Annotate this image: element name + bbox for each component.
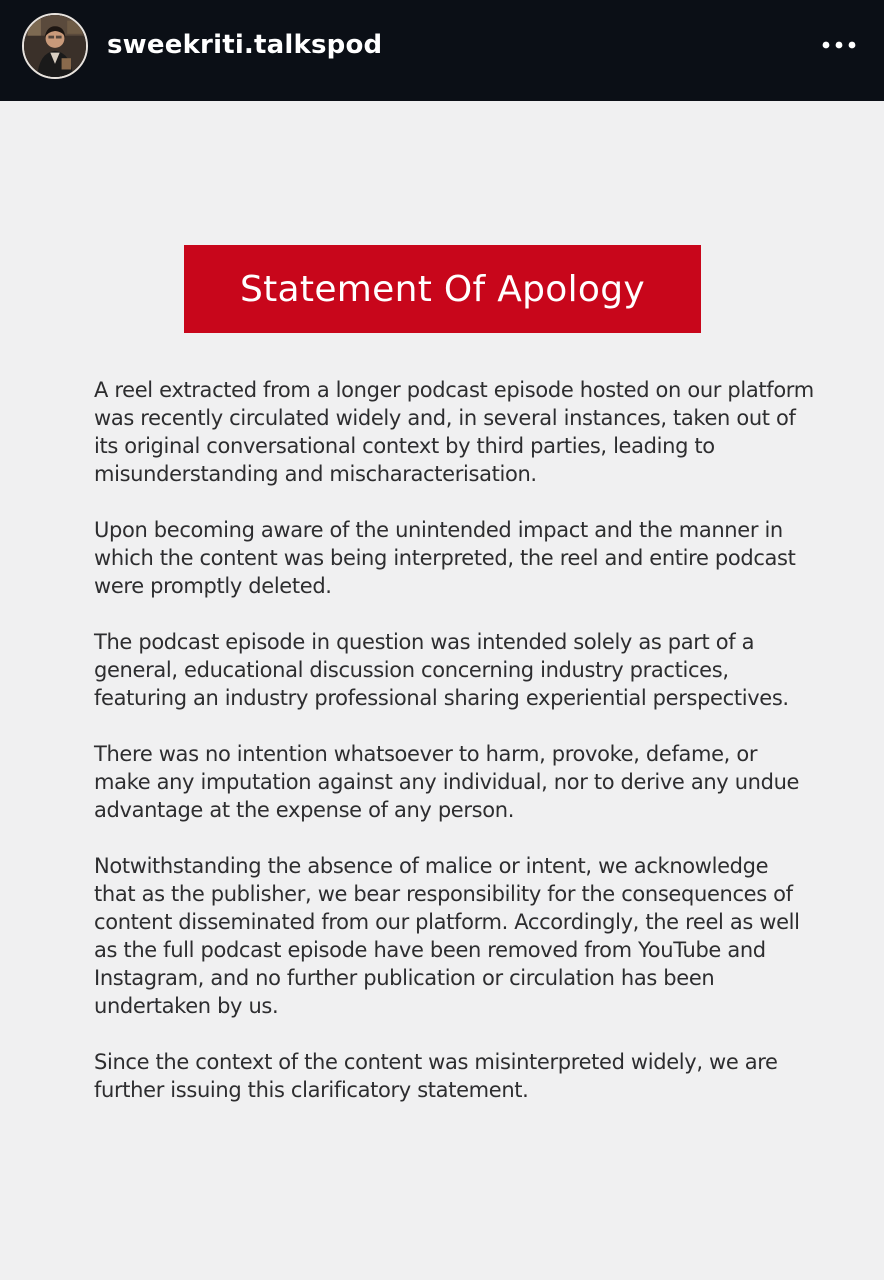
statement-body bbox=[94, 376, 814, 1104]
statement-paragraph: The podcast episode in question was intended solely as part of a general, educational discussion concerning industry practices, featuring an industry professional sharing experiential perspectives. bbox=[94, 630, 789, 710]
profile-avatar[interactable] bbox=[22, 13, 88, 79]
statement-paragraph: Upon becoming aware of the unintended impact and the manner in which the content was being interpreted, the reel and entire podcast were promptly deleted. bbox=[94, 518, 796, 598]
statement-paragraph: A reel extracted from a longer podcast episode hosted on our platform was recently circulated widely and, in several instances, taken out of its original conversational context by third parties, leading to misunderstanding and mischaracterisation. bbox=[94, 378, 814, 486]
post-header bbox=[0, 0, 884, 101]
account-username[interactable]: sweekriti.talkspod bbox=[107, 30, 383, 60]
more-options-icon[interactable] bbox=[818, 30, 860, 60]
statement-paragraph: There was no intention whatsoever to harm, provoke, defame, or make any imputation against any individual, nor to derive any undue advantage at the expense of any person. bbox=[94, 742, 800, 822]
post-image-content bbox=[0, 101, 884, 1280]
statement-title-banner bbox=[184, 245, 701, 333]
statement-title: Statement Of Apology bbox=[239, 268, 646, 310]
avatar-image bbox=[24, 15, 86, 77]
statement-paragraph: Notwithstanding the absence of malice or intent, we acknowledge that as the publisher, we bear responsibility for the consequences of content disseminated from our platform. Accordingly, the reel as well as the full podcast episode have been removed from YouTube and Instagram, and no further publication or circulation has been undertaken by us. bbox=[94, 854, 800, 1018]
statement-paragraph: Since the context of the content was misinterpreted widely, we are further issuing this clarificatory statement. bbox=[94, 1050, 778, 1102]
